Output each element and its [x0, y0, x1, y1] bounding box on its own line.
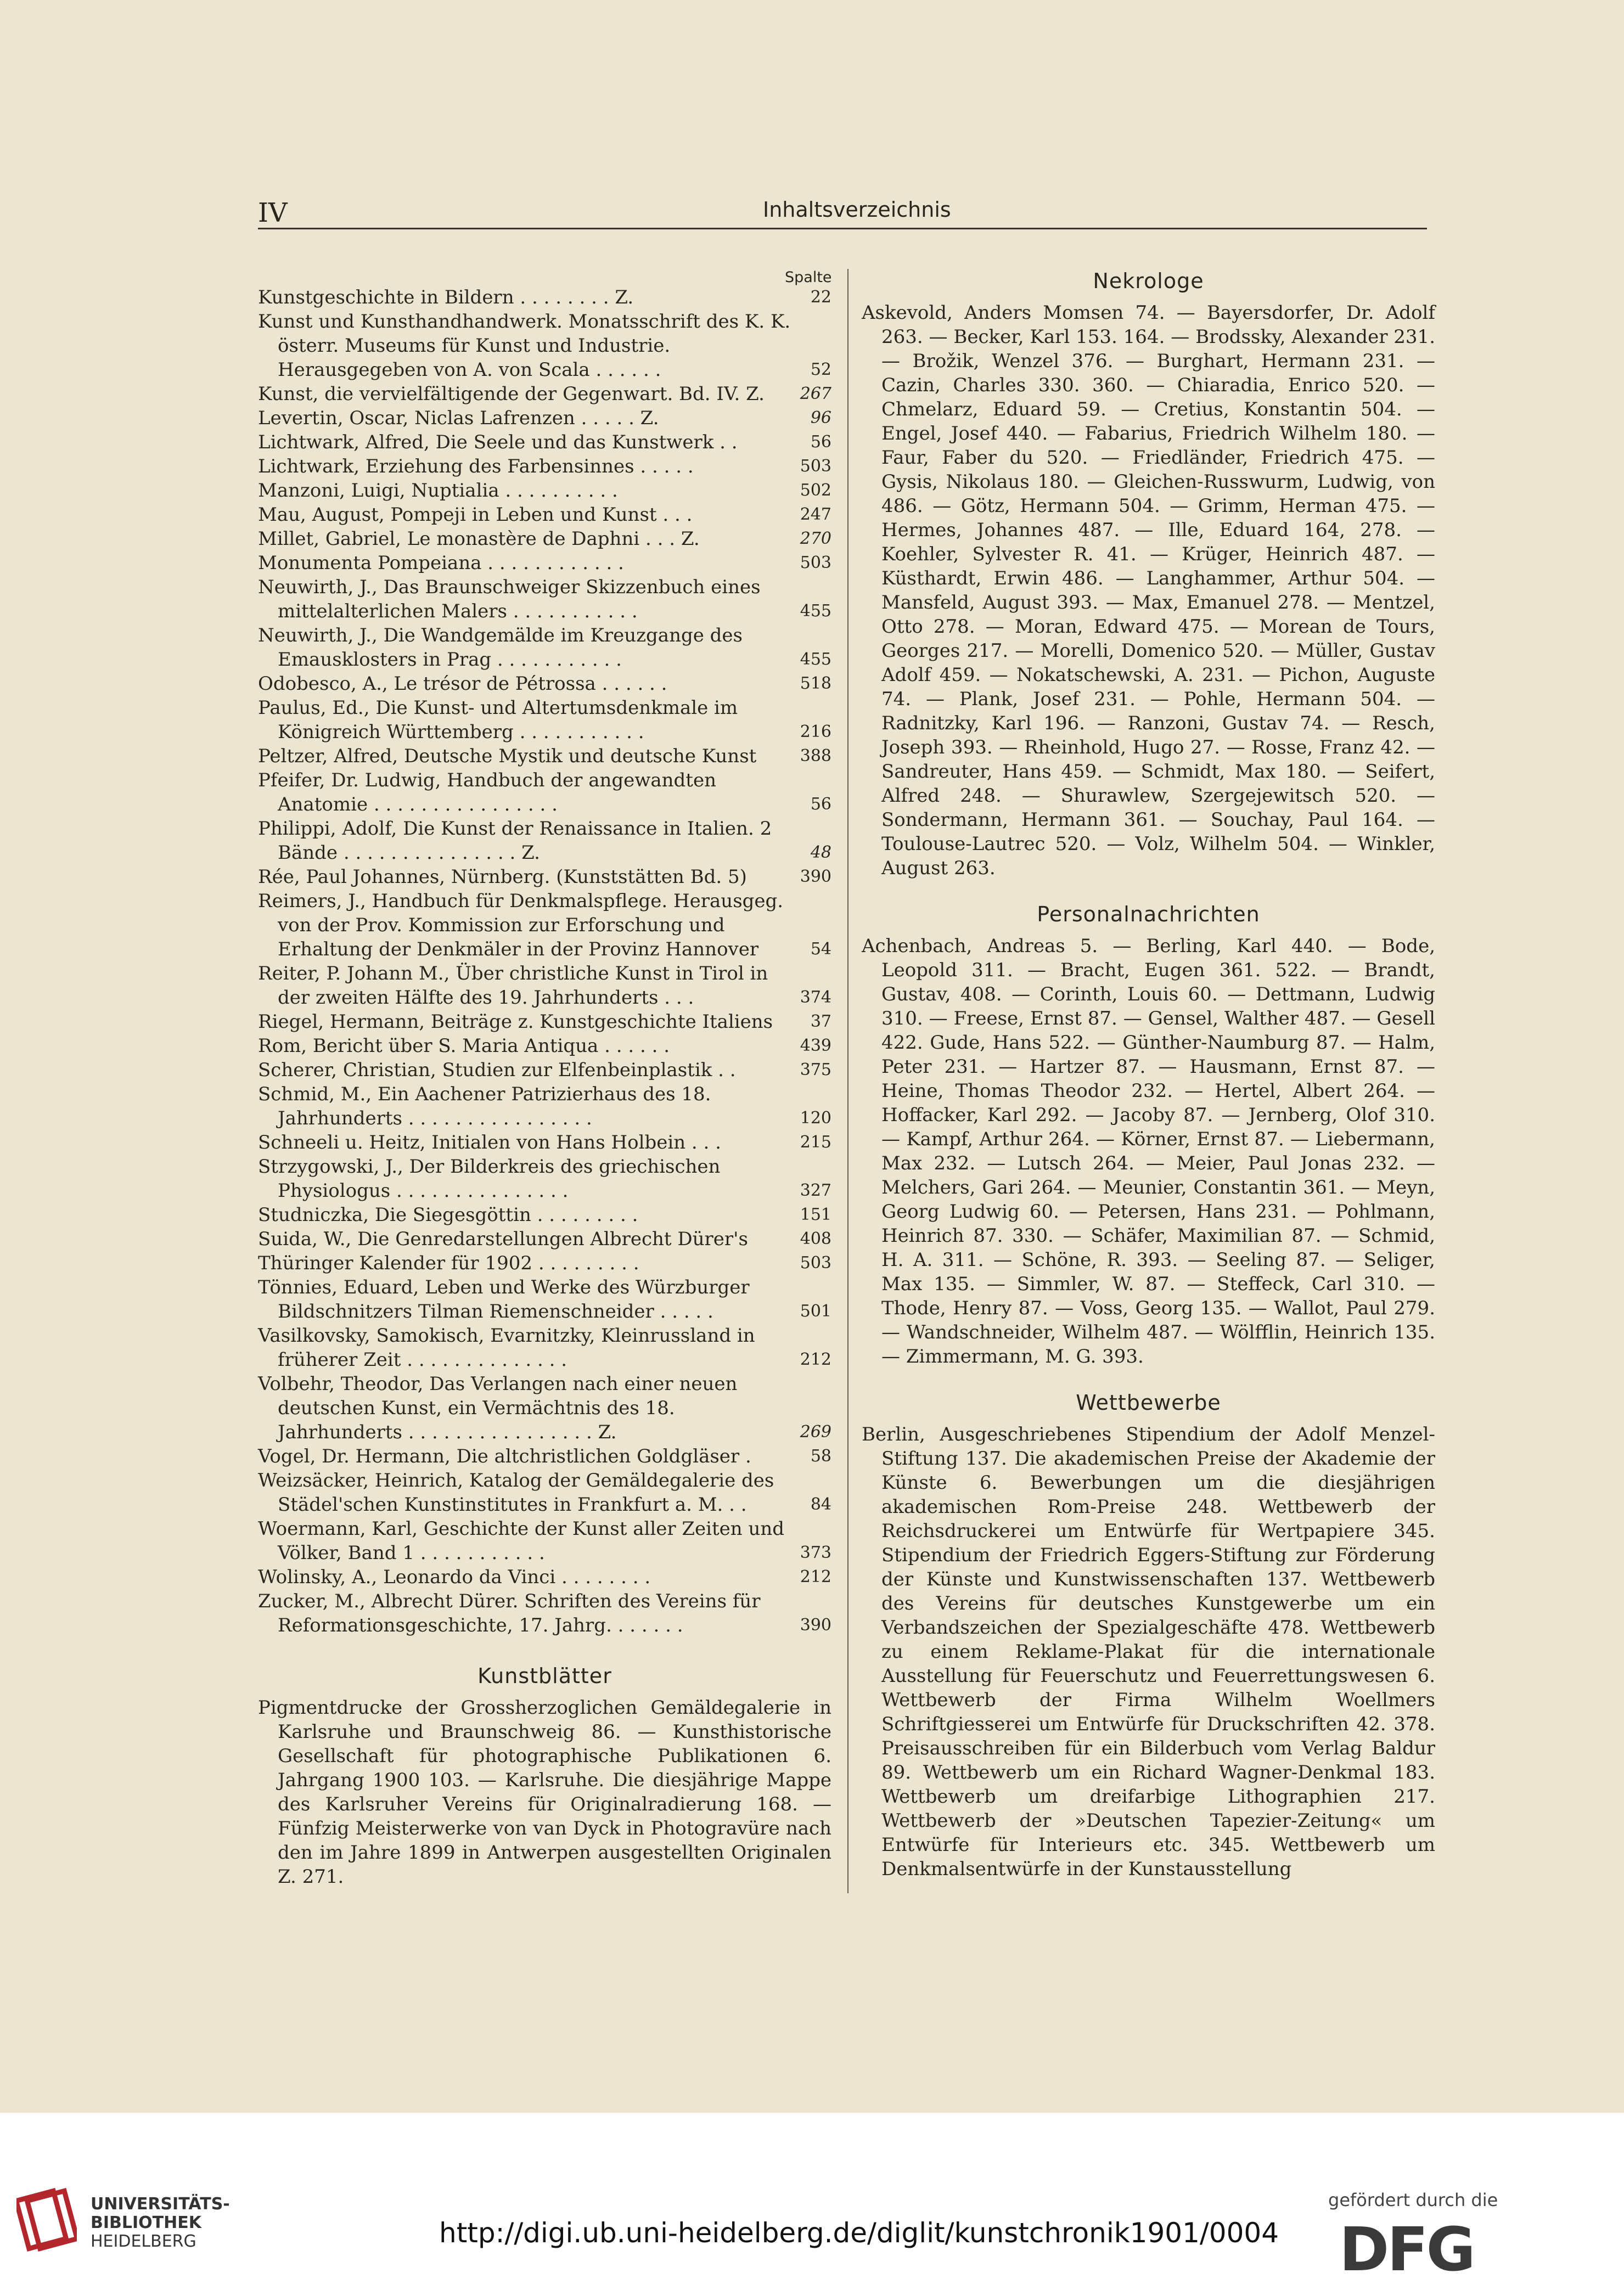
entry-text: Pfeifer, Dr. Ludwig, Handbuch der angewandten Anatomie . . . . . . . . . . . . . . . . [258, 769, 716, 815]
bibliography-entry [258, 1324, 831, 1372]
entry-page-number: 518 [800, 674, 831, 693]
personal-section [862, 902, 1435, 1369]
bibliography-entry [258, 1034, 831, 1058]
entry-page-number: 390 [800, 1616, 831, 1635]
entry-page-number: 22 [810, 288, 831, 307]
entry-page-number: 408 [800, 1229, 831, 1248]
entry-text: Neuwirth, J., Die Wandgemälde im Kreuzgange des Emausklosters in Prag . . . . . . . . . . . [258, 624, 743, 671]
entry-page-number: 374 [800, 988, 831, 1007]
section-heading-personal: Personalnachrichten [1037, 902, 1260, 926]
kunstblaetter-text: Pigmentdrucke der Grossherzoglichen Gemäldegalerie in Karlsruhe und Braunschweig 86. — Kunsthistorische Gesellschaft für photographische Publikationen 6. Jahrgang 1900 103. — Karlsruhe. Die diesjährige Mappe des Karlsruher Vereins für Originalradierung 168. — Fünfzig Meisterwerke von van Dyck in Photogravüre nach den im Jahre 1899 in Antwerpen ausgestellten Originalen Z. 271. [258, 1697, 831, 1888]
entry-page-number: 84 [810, 1495, 831, 1514]
entry-text: Tönnies, Eduard, Leben und Werke des Würzburger Bildschnitzers Tilman Riemenschneider . . . . . [258, 1276, 750, 1323]
bibliography-entry [258, 1565, 831, 1589]
bibliography-entry [258, 430, 831, 454]
section-heading-kunstblaetter: Kunstblätter [477, 1664, 612, 1688]
bibliography-entry [258, 1203, 831, 1227]
bibliography-entry [258, 1275, 831, 1324]
entry-text: Wolinsky, A., Leonardo da Vinci . . . . . . . . [258, 1566, 651, 1588]
personal-text: Achenbach, Andreas 5. — Berling, Karl 440. — Bode, Leopold 311. — Bracht, Eugen 361. 522. — Brandt, Gustav, 408. — Corinth, Louis 60. — Dettmann, Ludwig 310. — Freese, Ernst 87. — Gensel, Walther 487. — Gesell 422. Gude, Hans 522. — Günther-Naumburg 87. — Halm, Peter 231. — Hartzer 87. — Hausmann, Ernst 87. — Heine, Thomas Theodor 232. — Hertel, Albert 264. — Hoffacker, Karl 292. — Jacoby 87. — Jernberg, Olof 310. — Kampf, Arthur 264. — Körner, Ernst 87. — Liebermann, Max 232. — Lutsch 264. — Meier, Paul Jonas 232. — Melchers, Gari 264. — Meunier, Constantin 361. — Meyn, Georg Ludwig 60. — Petersen, Hans 231. — Pohlmann, Heinrich 87. 330. — Schäfer, Maximilian 87. — Schmid, H. A. 311. — Schöne, R. 393. — Seeling 87. — Seliger, Max 135. — Simmler, W. 87. — Steffeck, Carl 310. — Thode, Henry 87. — Voss, Georg 135. — Wallot, Paul 279. — Wandschneider, Wilhelm 487. — Wölfflin, Heinrich 135. — Zimmermann, M. G. 393. [862, 935, 1435, 1368]
entry-page-number: 502 [800, 481, 831, 500]
bibliography-entry [258, 406, 831, 430]
bibliography-entry [258, 285, 831, 310]
entry-text: Odobesco, A., Le trésor de Pétrossa . . . . . . [258, 673, 667, 695]
bibliography-entry [258, 696, 831, 744]
bibliography-entry [258, 961, 831, 1010]
entry-text: Kunst und Kunsthandhandwerk. Monatsschrift des K. K. österr. Museums für Kunst und Industrie. Herausgegeben von A. von Scala . . . . . . [258, 311, 791, 381]
bibliography-entry [258, 1010, 831, 1034]
bibliography-entry [258, 1130, 831, 1155]
bibliography-entry [258, 1468, 831, 1517]
entry-text: Lichtwark, Alfred, Die Seele und das Kunstwerk . . [258, 431, 738, 453]
entry-page-number: 215 [800, 1133, 831, 1152]
column-divider [847, 269, 848, 1893]
entry-page-number: 96 [810, 408, 831, 427]
entry-page-number: 375 [800, 1060, 831, 1079]
entry-text: Levertin, Oscar, Niclas Lafrenzen . . . . . Z. [258, 407, 659, 429]
entry-text: Thüringer Kalender für 1902 . . . . . . . . . [258, 1252, 639, 1274]
entry-text: Zucker, M., Albrecht Dürer. Schriften des Vereins für Reformationsgeschichte, 17. Jahrg. . . . . . . [258, 1590, 761, 1636]
bibliography-entry [258, 527, 831, 551]
entry-page-number: 503 [800, 1253, 831, 1273]
funded-by-text: gefördert durch die [1328, 2190, 1498, 2210]
nekrologe-text: Askevold, Anders Momsen 74. — Bayersdorfer, Dr. Adolf 263. — Becker, Karl 153. 164. — Brodssky, Alexander 231. — Brožik, Wenzel 376. — Burghart, Hermann 231. — Cazin, Charles 330. 360. — Chiaradia, Enrico 520. — Chmelarz, Eduard 59. — Cretius, Konstantin 504. — Engel, Josef 440. — Fabarius, Friedrich Wilhelm 180. — Faur, Faber du 520. — Friedländer, Friedrich 475. — Gysis, Nikolaus 180. — Gleichen-Russwurm, Ludwig, von 486. — Götz, Hermann 504. — Grimm, Herman 475. — Hermes, Johannes 487. — Ille, Eduard 164, 278. — Koehler, Sylvester R. 41. — Krüger, Heinrich 487. — Küsthardt, Erwin 486. — Langhammer, Arthur 504. — Mansfeld, August 393. — Max, Emanuel 278. — Mentzel, Otto 278. — Moran, Edward 475. — Morean de Tours, Georges 217. — Morelli, Domenico 520. — Müller, Gustav Adolf 459. — Nokatschewski, A. 231. — Pichon, Auguste 74. — Plank, Josef 231. — Pohle, Hermann 504. — Radnitzky, Karl 196. — Ranzoni, Gustav 74. — Resch, Joseph 393. — Rheinhold, Hugo 27. — Rosse, Franz 42. — Sandreuter, Hans 459. — Schmidt, Max 180. — Seifert, Alfred 248. — Shurawlew, Szergejewitsch 520. — Sondermann, Hermann 361. — Souchay, Paul 164. — Toulouse-Lautrec 520. — Volz, Wilhelm 504. — Winkler, August 263. [862, 302, 1435, 879]
entry-text: Studniczka, Die Siegesgöttin . . . . . . . . . [258, 1204, 638, 1226]
section-heading-wettbewerbe: Wettbewerbe [1076, 1391, 1221, 1415]
bibliography-entry [258, 623, 831, 672]
entry-page-number: 439 [800, 1036, 831, 1055]
bibliography-entry [258, 768, 831, 817]
section-heading-nekrologe: Nekrologe [1093, 269, 1204, 293]
entry-page-number: 455 [800, 650, 831, 669]
entry-text: Vasilkovsky, Samokisch, Evarnitzky, Kleinrussland in früherer Zeit . . . . . . . . . . . . . . [258, 1325, 755, 1371]
entry-page-number: 48 [810, 843, 831, 862]
viewer-footer [0, 2113, 1624, 2290]
entry-page-number: 501 [800, 1302, 831, 1321]
entry-text: Philippi, Adolf, Die Kunst der Renaissance in Italien. 2 Bände . . . . . . . . . . . . . . . Z. [258, 818, 772, 864]
entry-page-number: 327 [800, 1181, 831, 1200]
entry-page-number: 390 [800, 867, 831, 886]
entry-text: Suida, W., Die Genredarstellungen Albrecht Dürer's [258, 1228, 748, 1250]
entry-text: Millet, Gabriel, Le monastère de Daphni . . . Z. [258, 528, 700, 550]
entry-text: Volbehr, Theodor, Das Verlangen nach einer neuen deutschen Kunst, ein Vermächtnis des 18. Jahrhunderts . . . . . . . . . . . . . . . . Z. [258, 1373, 738, 1443]
entry-page-number: 247 [800, 505, 831, 524]
bibliography-entry [258, 1155, 831, 1203]
entry-text: Rée, Paul Johannes, Nürnberg. (Kunststätten Bd. 5) [258, 866, 747, 888]
bibliography-entry [258, 454, 831, 479]
entry-page-number: 58 [810, 1447, 831, 1466]
entry-page-number: 56 [810, 795, 831, 814]
entry-page-number: 54 [810, 939, 831, 959]
entry-text: Neuwirth, J., Das Braunschweiger Skizzenbuch eines mittelalterlichen Malers . . . . . . . . . . . [258, 576, 761, 622]
entry-page-number: 212 [800, 1350, 831, 1369]
entry-text: Vogel, Dr. Hermann, Die altchristlichen Goldgläser . [258, 1445, 751, 1467]
entry-text: Kunstgeschichte in Bildern . . . . . . . . Z. [258, 286, 634, 308]
entry-page-number: 503 [800, 457, 831, 476]
page-title: Inhaltsverzeichnis [763, 198, 951, 222]
bibliography-entry [258, 575, 831, 623]
entry-text: Reimers, J., Handbuch für Denkmalspflege. Herausgeg. von der Prov. Kommission zur Erforschung und Erhaltung der Denkmäler in der Provinz Hannover [258, 890, 784, 960]
entry-text: Reiter, P. Johann M., Über christliche Kunst in Tirol in der zweiten Hälfte des 19. Jahrhunderts . . . [258, 963, 768, 1009]
bibliography-entry [258, 1082, 831, 1130]
entry-text: Woermann, Karl, Geschichte der Kunst aller Zeiten und Völker, Band 1 . . . . . . . . . . . [258, 1518, 785, 1564]
bibliography-entry [258, 672, 831, 696]
entry-text: Paulus, Ed., Die Kunst- und Altertumsdenkmale im Königreich Württemberg . . . . . . . . . . . [258, 697, 738, 743]
nekrologe-section [862, 269, 1435, 880]
bibliography-entry [258, 1251, 831, 1275]
bibliography-entry [258, 1372, 831, 1444]
entry-page-number: 52 [810, 360, 831, 379]
entry-page-number: 212 [800, 1567, 831, 1586]
spalte-label: Spalte [785, 269, 832, 286]
bibliography-entry [258, 382, 831, 406]
library-name-line2: BIBLIOTHEK [91, 2213, 201, 2232]
entry-page-number: 37 [810, 1012, 831, 1031]
entry-page-number: 216 [800, 722, 831, 741]
kunstblaetter-section [258, 1652, 831, 1889]
library-name [91, 2195, 230, 2251]
entry-page-number: 151 [800, 1205, 831, 1224]
entry-text: Riegel, Hermann, Beiträge z. Kunstgeschichte Italiens [258, 1011, 773, 1033]
entry-text: Scherer, Christian, Studien zur Elfenbeinplastik . . [258, 1059, 736, 1081]
bibliography-entry [258, 1517, 831, 1565]
entry-page-number: 269 [800, 1422, 831, 1442]
wettbewerbe-text: Berlin, Ausgeschriebenes Stipendium der Adolf Menzel-Stiftung 137. Die akademischen Preise der Akademie der Künste 6. Bewerbungen um die diesjährigen akademischen Rom-Preise 248. Wettbewerb der Reichsdruckerei um Entwürfe für Wertpapiere 345. Stipendium der Friedrich Eggers-Stiftung zur Förderung der Künste und Kunstwissenschaften 137. Wettbewerb des Vereins für deutsches Kunstgewerbe um ein Verbandszeichen der Spezialgeschäfte 478. Wettbewerb zu einem Reklame-Plakat für die internationale Ausstellung für Feuerschutz und Feuerrettungswesen 6. Wettbewerb der Firma Wilhelm Woellmers Schriftgiesserei um Entwürfe für Druckschriften 42. 378. Preisausschreiben für ein Bilderbuch vom Verlag Baldur 89. Wettbewerb um ein Richard Wagner-Denkmal 183. Wettbewerb um dreifarbige Lithographien 217. Wettbewerb der »Deutschen Tapezier-Zeitung« um Entwürfe für Interieurs etc. 345. Wettbewerb um Denkmalsentwürfe in der Kunstausstellung [862, 1423, 1435, 1880]
wettbewerbe-section [862, 1391, 1435, 1881]
entry-text: Peltzer, Alfred, Deutsche Mystik und deutsche Kunst [258, 745, 757, 767]
entry-page-number: 503 [800, 553, 831, 572]
dfg-logo: DFG [1339, 2214, 1474, 2285]
entry-page-number: 120 [800, 1109, 831, 1128]
entry-text: Monumenta Pompeiana . . . . . . . . . . . . [258, 552, 624, 574]
library-name-line1: UNIVERSITÄTS- [91, 2195, 230, 2214]
entry-page-number: 388 [800, 746, 831, 766]
bibliography-entry [258, 1589, 831, 1638]
entry-page-number: 455 [800, 601, 831, 621]
entry-text: Strzygowski, J., Der Bilderkreis des griechischen Physiologus . . . . . . . . . . . . . . . [258, 1156, 721, 1202]
bibliography-entry [258, 817, 831, 865]
bibliography-entry [258, 1227, 831, 1251]
bibliography-entry [258, 1058, 831, 1082]
bibliography-entry [258, 479, 831, 503]
bibliography-entry [258, 744, 831, 768]
entry-text: Manzoni, Luigi, Nuptialia . . . . . . . . . . [258, 480, 618, 502]
bibliography-list [258, 285, 831, 1638]
bibliography-entry [258, 1444, 831, 1468]
entry-text: Kunst, die vervielfältigende der Gegenwart. Bd. IV. Z. [258, 383, 765, 405]
page-header [258, 195, 1427, 229]
bibliography-entry [258, 310, 831, 382]
university-library-logo-icon [16, 2187, 77, 2253]
right-column [862, 269, 1435, 1881]
entry-page-number: 373 [800, 1543, 831, 1562]
entry-page-number: 270 [800, 529, 831, 548]
entry-text: Mau, August, Pompeji in Leben und Kunst . . . [258, 504, 693, 526]
entry-text: Schneeli u. Heitz, Initialen von Hans Holbein . . . [258, 1132, 721, 1154]
bibliography-entry [258, 889, 831, 961]
bibliography-entry [258, 865, 831, 889]
page-number: IV [258, 198, 288, 228]
bibliography-entry [258, 551, 831, 575]
entry-text: Weizsäcker, Heinrich, Katalog der Gemäldegalerie des Städel'schen Kunstinstitutes in Frankfurt a. M. . . [258, 1470, 774, 1516]
entry-text: Rom, Bericht über S. Maria Antiqua . . . . . . [258, 1035, 670, 1057]
bibliography-entry [258, 503, 831, 527]
entry-text: Lichtwark, Erziehung des Farbensinnes . . . . . [258, 455, 694, 477]
entry-page-number: 56 [810, 432, 831, 452]
entry-text: Schmid, M., Ein Aachener Patrizierhaus des 18. Jahrhunderts . . . . . . . . . . . . . . . . [258, 1083, 711, 1129]
entry-page-number: 267 [800, 384, 831, 403]
permalink-url[interactable]: http://digi.ub.uni-heidelberg.de/diglit/kunstchronik1901/0004 [439, 2217, 1279, 2249]
library-name-line3: HEIDELBERG [91, 2232, 196, 2251]
